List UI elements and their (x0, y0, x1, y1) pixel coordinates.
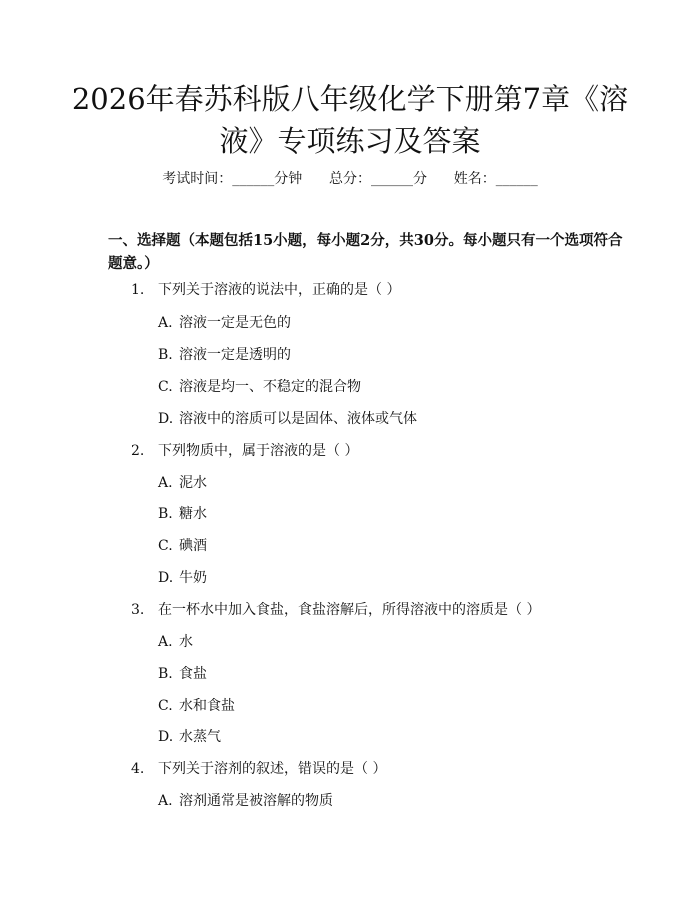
option-text: 溶液一定是透明的 (179, 347, 291, 363)
question-text: 下列关于溶剂的叙述，错误的是（ ） (158, 761, 387, 777)
question-number: 4. (131, 761, 145, 777)
score-label: 总分： (329, 171, 371, 187)
option-text: 食盐 (179, 666, 207, 682)
section-heading: 一、选择题（本题包括15小题，每小题2分，共30分。每小题只有一个选项符合题意。） (108, 232, 623, 272)
option-label: B. (158, 506, 173, 522)
name-label: 姓名： (453, 171, 496, 187)
name-blank: ______ (495, 171, 538, 187)
option-label: D. (158, 411, 174, 427)
option-text: 水 (179, 634, 193, 650)
question-text: 下列关于溶液的说法中，正确的是（ ） (158, 282, 401, 298)
question-number: 2. (131, 443, 145, 459)
option-text: 溶液是均一、不稳定的混合物 (179, 379, 361, 395)
option-text: 水和食盐 (179, 698, 235, 714)
option-text: 水蒸气 (179, 729, 221, 745)
option-text: 泥水 (179, 475, 207, 491)
option-text: 牛奶 (179, 570, 207, 586)
option-label: A. (158, 315, 173, 331)
document-title: 2026年春苏科版八年级化学下册第7章《溶液》专项练习及答案 (71, 82, 629, 158)
option-label: B. (158, 347, 173, 363)
question-text: 下列物质中，属于溶液的是（ ） (158, 443, 359, 459)
option-text: 糖水 (179, 506, 207, 522)
option-label: A. (158, 634, 173, 650)
question-text: 在一杯水中加入食盐，食盐溶解后，所得溶液中的溶质是（ ） (158, 602, 541, 618)
exam-meta (0, 168, 700, 188)
time-unit: 分钟 (274, 171, 303, 187)
option-label: D. (158, 729, 174, 745)
option-text: 溶剂通常是被溶解的物质 (179, 793, 333, 809)
time-blank: ______ (232, 171, 275, 187)
option-label: C. (158, 698, 173, 714)
option-text: 溶液中的溶质可以是固体、液体或气体 (179, 411, 417, 427)
option-label: C. (158, 379, 173, 395)
question-number: 3. (131, 602, 145, 618)
option-label: B. (158, 666, 173, 682)
option-text: 溶液一定是无色的 (179, 315, 291, 331)
score-blank: ______ (371, 171, 413, 187)
option-label: D. (158, 570, 174, 586)
option-label: C. (158, 538, 173, 554)
score-unit: 分 (413, 171, 427, 187)
option-label: A. (158, 793, 173, 809)
time-label: 考试时间： (162, 171, 233, 187)
option-text: 碘酒 (179, 538, 207, 554)
option-label: A. (158, 475, 173, 491)
question-number: 1. (131, 282, 145, 298)
